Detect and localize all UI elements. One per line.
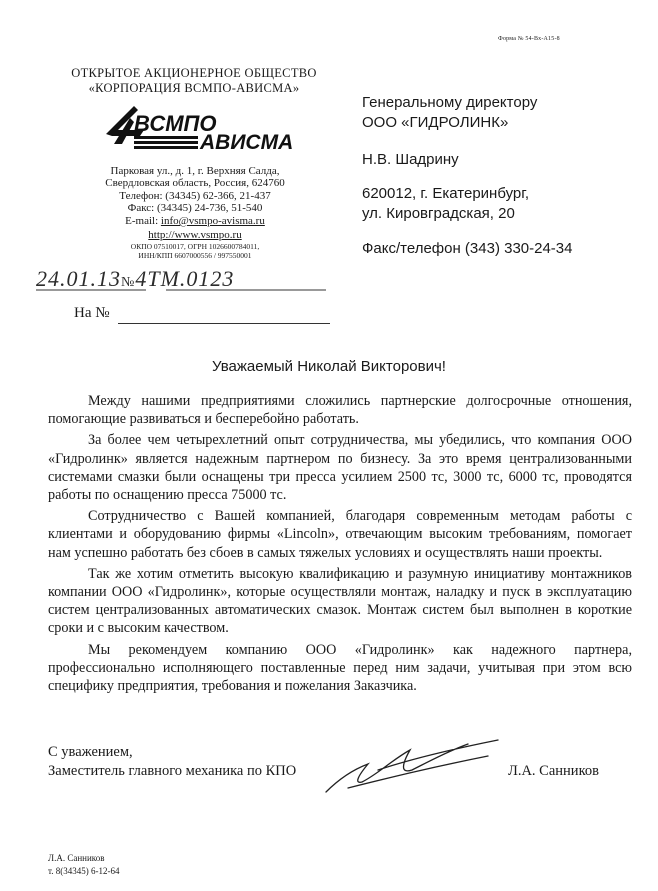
sender-codes-line2: ИНН/КПП 6607000556 / 997550001 bbox=[138, 251, 252, 260]
closing-regards: С уважением, bbox=[48, 744, 133, 760]
email-label: E-mail: bbox=[125, 215, 161, 227]
paragraph: Сотрудничество с Вашей компанией, благодаря современным методам работы с клиентами и оборудованию фирмы «Lincoln», отвечающим высоким требованиям, помогает нам успешно работать без сбоев в самых тяжелых условиях и осуществлять наши проекты. bbox=[48, 508, 632, 561]
executor-phone: т. 8(34345) 6-12-64 bbox=[48, 866, 120, 876]
paragraph: Между нашими предприятиями сложились партнерские долгосрочные отношения, помогающие развиваться и бесперебойно работать. bbox=[48, 393, 632, 428]
outgoing-number: 4ТМ.0123 bbox=[135, 266, 235, 291]
greeting: Уважаемый Николай Викторович! bbox=[212, 358, 446, 375]
sender-org-line1: ОТКРЫТОЕ АКЦИОНЕРНОЕ ОБЩЕСТВО bbox=[71, 66, 317, 80]
company-logo bbox=[104, 104, 294, 160]
sender-email-row bbox=[88, 215, 302, 227]
form-number: Форма № 54-Вх-А15-8 bbox=[498, 36, 560, 42]
paragraph: Мы рекомендуем компанию ООО «Гидролинк» как надежного партнера, профессионально исполняющего поставленные перед ним задачи, учитывая при этом всю специфику предприятия, требования и пожелания Заказчика. bbox=[48, 641, 632, 695]
website-link[interactable]: http://www.vsmpo.ru bbox=[148, 229, 242, 241]
number-sign: № bbox=[121, 275, 136, 290]
recipient-fax: Факс/телефон (343) 330-24-34 bbox=[362, 240, 573, 257]
sender-address-line2: Свердловская область, Россия, 624760 bbox=[105, 177, 285, 189]
paragraph: Так же хотим отметить высокую квалификацию и разумную инициативу монтажников компании ООО «Гидролинк», которые осуществляли монтаж, наладку и пуск в эксплуатацию систем централизованных автоматических смазок. Монтаж систем был выполнен в короткие сроки и с высоким качеством. bbox=[48, 565, 632, 637]
recipient-line1: Генеральному директору bbox=[362, 94, 538, 111]
recipient-name: Н.В. Шадрину bbox=[362, 151, 459, 168]
executor-name: Л.А. Санников bbox=[48, 853, 105, 863]
paragraph: За более чем четырехлетний опыт сотрудничества, мы убедились, что компания ООО «Гидролинк» является надежным партнером по бизнесу. За это время централизованными системами смазки были оснащены три пресса усилием 2500 тс, 3000 тс, 6000 тс, проводятся работы по оснащению пресса 75000 тс. bbox=[48, 432, 632, 504]
outgoing-date: 24.01.13 bbox=[36, 266, 121, 291]
outgoing-date-number bbox=[36, 266, 234, 292]
signer-name: Л.А. Санников bbox=[508, 763, 599, 779]
logo-text-right: АВИСМА bbox=[200, 131, 294, 154]
logo-text-left: ВСМПО bbox=[134, 111, 217, 136]
closing-position: Заместитель главного механика по КПО bbox=[48, 763, 297, 779]
sender-phone: Телефон: (34345) 62-366, 21-437 bbox=[119, 190, 271, 202]
recipient-address-line2: ул. Кировградская, 20 bbox=[362, 205, 515, 222]
letter-body bbox=[48, 392, 632, 698]
reference-line bbox=[118, 323, 330, 324]
handwritten-signature bbox=[318, 730, 508, 800]
sender-codes-line1: ОКПО 07510017, ОГРН 1026600784011, bbox=[130, 242, 260, 251]
reference-label: На № bbox=[74, 305, 110, 321]
sender-fax: Факс: (34345) 24-736, 51-540 bbox=[127, 202, 263, 214]
recipient-address-line1: 620012, г. Екатеринбург, bbox=[362, 185, 530, 202]
email-link[interactable]: info@vsmpo-avisma.ru bbox=[160, 215, 265, 227]
recipient-line2: ООО «ГИДРОЛИНК» bbox=[362, 114, 509, 131]
sender-org-line2: «КОРПОРАЦИЯ ВСМПО-АВИСМА» bbox=[88, 81, 300, 95]
sender-address-line1: Парковая ул., д. 1, г. Верхняя Салда, bbox=[110, 165, 280, 177]
logo-stripes bbox=[134, 136, 198, 149]
